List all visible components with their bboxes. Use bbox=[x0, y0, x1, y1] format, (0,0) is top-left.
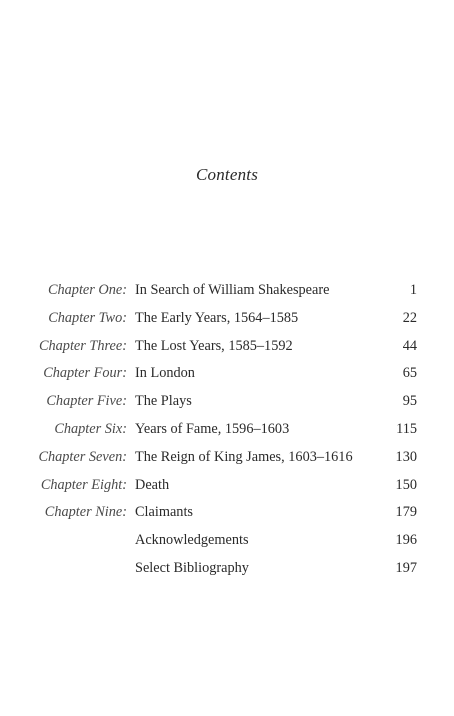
toc-entry bbox=[0, 308, 454, 336]
chapter-label: Chapter Nine: bbox=[44, 504, 127, 521]
page-number: 179 bbox=[395, 504, 417, 521]
chapter-title: The Early Years, 1564–1585 bbox=[135, 309, 299, 326]
toc-entry bbox=[0, 530, 454, 558]
chapter-title: Years of Fame, 1596–1603 bbox=[135, 420, 290, 437]
page-number: 1 bbox=[409, 282, 417, 298]
page-number: 115 bbox=[396, 420, 417, 437]
chapter-label: Chapter Six: bbox=[54, 420, 127, 437]
chapter-title: The Lost Years, 1585–1592 bbox=[135, 337, 293, 354]
chapter-label: Chapter Three: bbox=[38, 337, 127, 354]
page-number: 130 bbox=[395, 448, 417, 465]
page-number: 44 bbox=[402, 337, 417, 354]
toc-entry bbox=[0, 391, 454, 419]
toc-entry bbox=[0, 419, 454, 447]
toc-entry bbox=[0, 558, 454, 586]
page-number: 22 bbox=[402, 309, 417, 326]
chapter-label: Chapter Five: bbox=[46, 393, 127, 410]
toc-entry bbox=[0, 336, 454, 364]
chapter-title: The Reign of King James, 1603–1616 bbox=[135, 448, 353, 465]
toc-entry bbox=[0, 363, 454, 391]
entry-title: Select Bibliography bbox=[135, 559, 249, 576]
page-number: 65 bbox=[402, 365, 417, 382]
chapter-title: Death bbox=[135, 476, 170, 493]
chapter-label: Chapter Eight: bbox=[40, 476, 127, 493]
chapter-label: Chapter Four: bbox=[43, 365, 127, 382]
page-number: 196 bbox=[395, 532, 417, 549]
chapter-label: Chapter Seven: bbox=[38, 448, 127, 465]
toc-entry bbox=[0, 502, 454, 530]
chapter-label: Chapter Two: bbox=[48, 309, 127, 326]
page-number: 197 bbox=[395, 559, 417, 576]
toc-entry bbox=[0, 475, 454, 503]
chapter-title: Claimants bbox=[135, 504, 193, 521]
page-number: 150 bbox=[395, 476, 417, 493]
chapter-label: Chapter One: bbox=[47, 282, 127, 298]
entry-title: Acknowledgements bbox=[135, 532, 249, 549]
chapter-title: In Search of William Shakespeare bbox=[135, 282, 330, 298]
page-number: 95 bbox=[402, 393, 417, 410]
table-of-contents bbox=[0, 280, 454, 586]
chapter-title: In London bbox=[135, 365, 195, 382]
toc-entry bbox=[0, 280, 454, 308]
chapter-title: The Plays bbox=[135, 393, 192, 410]
toc-entry bbox=[0, 447, 454, 475]
page-title: Contents bbox=[195, 165, 259, 184]
